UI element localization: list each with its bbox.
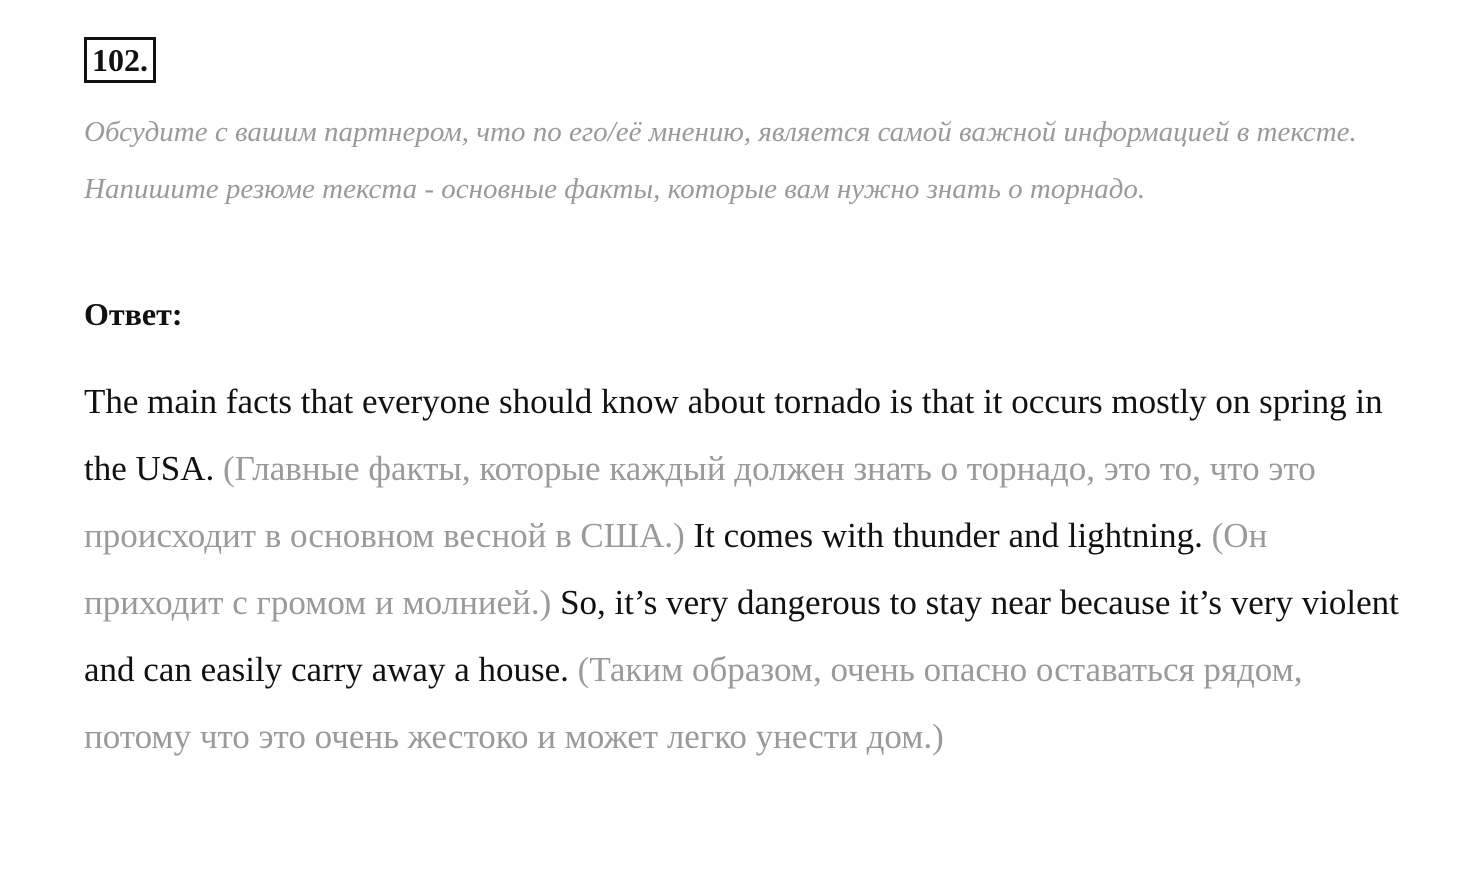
answer-translation-ru: (Таким образом, очень опасно оставаться рядом, потому что это очень жестоко и может легко унести дом.) [84,650,1303,756]
answer-label: Ответ: [84,296,183,332]
answer-sentence-en: So, it’s very dangerous to stay near because it’s very violent and can easily carry away a house. [84,583,1399,689]
task-instructions: Обсудите с вашим партнером, что по его/её мнению, является самой важной информацией в тексте. Напишите резюме текста - основные факты, которые вам нужно знать о торнадо. [84,116,1357,205]
answer-body [84,368,1404,770]
answer-translation-ru: (Главные факты, которые каждый должен знать о торнадо, это то, что это происходит в основном весной в США.) [84,449,1316,555]
task-number: 102. [84,37,156,83]
answer-translation-ru: (Он приходит с громом и молнией.) [84,516,1268,622]
answer-sentence-en: It comes with thunder and lightning. [693,516,1203,555]
answer-sentence-en: The main facts that everyone should know about tornado is that it occurs mostly on spring in the USA. [84,382,1383,488]
